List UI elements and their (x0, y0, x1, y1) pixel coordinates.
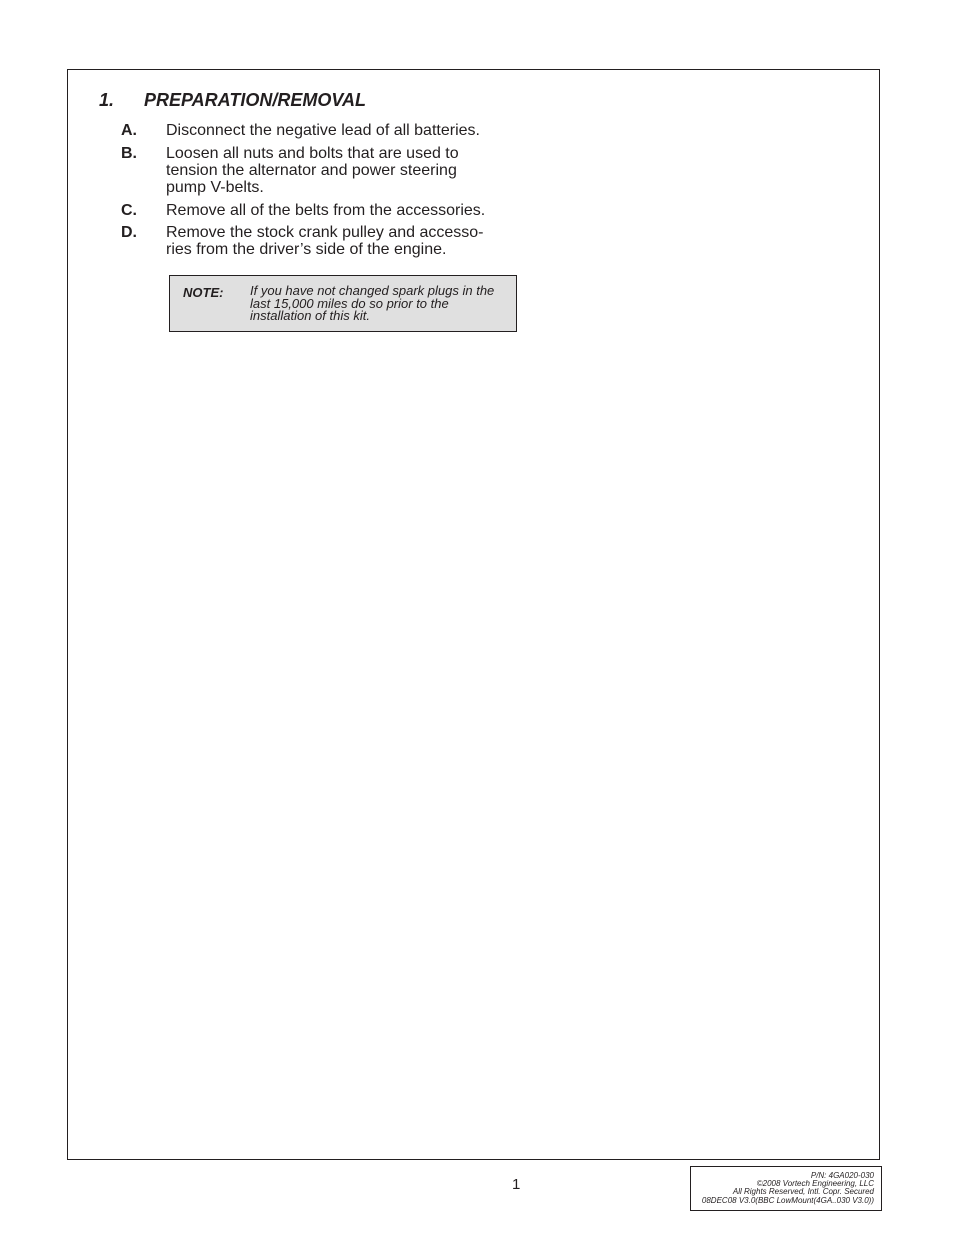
section-number: 1. (99, 90, 115, 110)
section-title: PREPARATION/REMOVAL (144, 90, 367, 110)
step-text: Remove the stock crank pulley and accesso- ries from the driver’s side of the engine. (166, 224, 484, 258)
step-text: Remove all of the belts from the accessories. (166, 202, 486, 219)
rights-line: All Rights Reserved, Intl. Copr. Secured (732, 1187, 874, 1197)
part-number: P/N: 4GA020-030 (810, 1171, 874, 1180)
note-box (169, 275, 517, 332)
version-line: 08DEC08 V3.0(BBC LowMount(4GA..030 V3.0)) (701, 1195, 874, 1205)
copyright-line: ©2008 Vortech Engineering, LLC (756, 1179, 874, 1189)
step-letter: D. (121, 224, 137, 241)
page-number: 1 (512, 1176, 521, 1193)
step-letter: C. (121, 202, 137, 219)
note-label: NOTE: (183, 285, 224, 300)
step-letter: B. (121, 145, 137, 162)
note-text: If you have not changed spark plugs in the last 15,000 miles do so prior to the installation of this kit. (250, 283, 495, 323)
step-text: Loosen all nuts and bolts that are used to tension the alternator and power steering pump V-belts. (166, 145, 459, 196)
step-text: Disconnect the negative lead of all batteries. (166, 122, 480, 139)
section-heading (99, 90, 366, 111)
step-letter: A. (121, 122, 137, 139)
copyright-box (690, 1166, 882, 1211)
